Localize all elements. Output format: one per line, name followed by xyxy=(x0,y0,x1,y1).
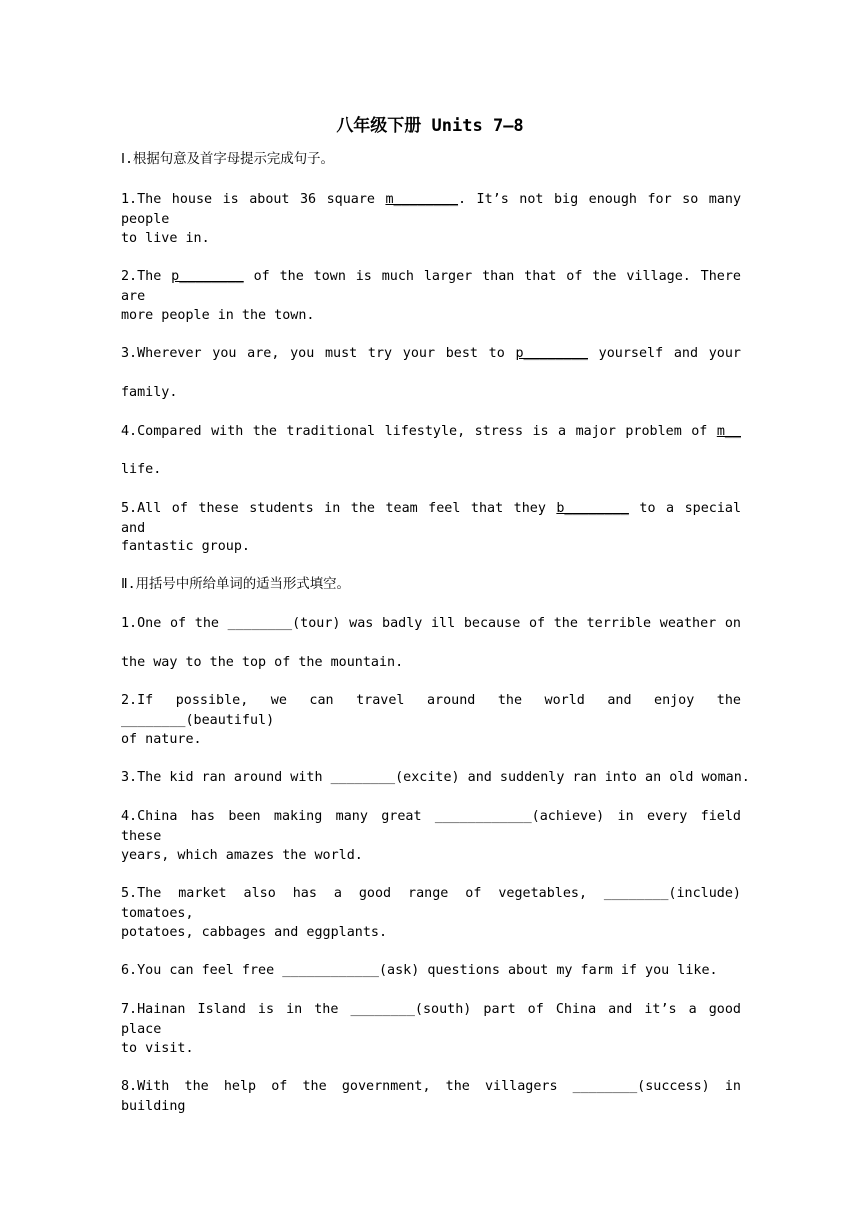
s2-item-5-line-1: 5.The market also has a good range of vegetables, ________(include) tomatoes, xyxy=(121,886,741,921)
answer-blank: m________ xyxy=(385,192,459,207)
s1-item-2-line-2: more people in the town. xyxy=(121,308,315,323)
s2-item-1-line-1: 1.One of the ________(tour) was badly ill because of the terrible weather on xyxy=(121,616,741,631)
s1-item-2-line-1: 2.The p________ of the town is much larger than that of the village. There are xyxy=(121,269,741,304)
s2-item-5-line-2: potatoes, cabbages and eggplants. xyxy=(121,925,388,940)
s1-item-5-line-1: 5.All of these students in the team feel that they b________ to a special and xyxy=(121,501,742,536)
answer-blank: p________ xyxy=(515,346,588,361)
s2-item-2-line-1: 2.If possible, we can travel around the world and enjoy the ________(beautiful) xyxy=(121,693,741,728)
s2-item-1-line-2: the way to the top of the mountain. xyxy=(121,655,404,670)
s1-item-4-line-2: life. xyxy=(121,462,162,477)
s2-item-4-line-2: years, which amazes the world. xyxy=(121,848,363,863)
s1-item-3-line-1: 3.Wherever you are, you must try your best to p________ yourself and your xyxy=(121,346,741,361)
s2-item-2-line-2: of nature. xyxy=(121,732,202,747)
s2-item-4-line-1: 4.China has been making many great ____________(achieve) in every field these xyxy=(121,809,741,844)
section-2-heading: Ⅱ.用括号中所给单词的适当形式填空。 xyxy=(121,577,350,592)
answer-blank: b________ xyxy=(556,501,629,516)
s1-item-1-line-1: 1.The house is about 36 square m________. It’s not big enough for so many people xyxy=(121,192,742,227)
page-title: 八年级下册 Units 7—8 xyxy=(336,116,524,136)
s2-item-6-line-1: 6.You can feel free ____________(ask) questions about my farm if you like. xyxy=(121,963,718,978)
s1-item-5-line-2: fantastic group. xyxy=(121,539,250,554)
s1-item-1-line-2: to live in. xyxy=(121,231,210,246)
s2-item-7-line-2: to visit. xyxy=(121,1041,194,1056)
section-1-heading: Ⅰ.根据句意及首字母提示完成句子。 xyxy=(121,152,334,167)
answer-blank: p________ xyxy=(171,269,244,284)
s1-item-3-line-2: family. xyxy=(121,385,178,400)
answer-blank: m__ xyxy=(716,424,741,439)
s2-item-3-line-1: 3.The kid ran around with ________(excite) and suddenly ran into an old woman. xyxy=(121,770,750,785)
s1-item-4-line-1: 4.Compared with the traditional lifestyle, stress is a major problem of m__ xyxy=(121,424,741,439)
s2-item-8-line-1: 8.With the help of the government, the villagers ________(success) in building xyxy=(121,1079,741,1114)
s2-item-7-line-1: 7.Hainan Island is in the ________(south) part of China and it’s a good place xyxy=(121,1002,741,1037)
